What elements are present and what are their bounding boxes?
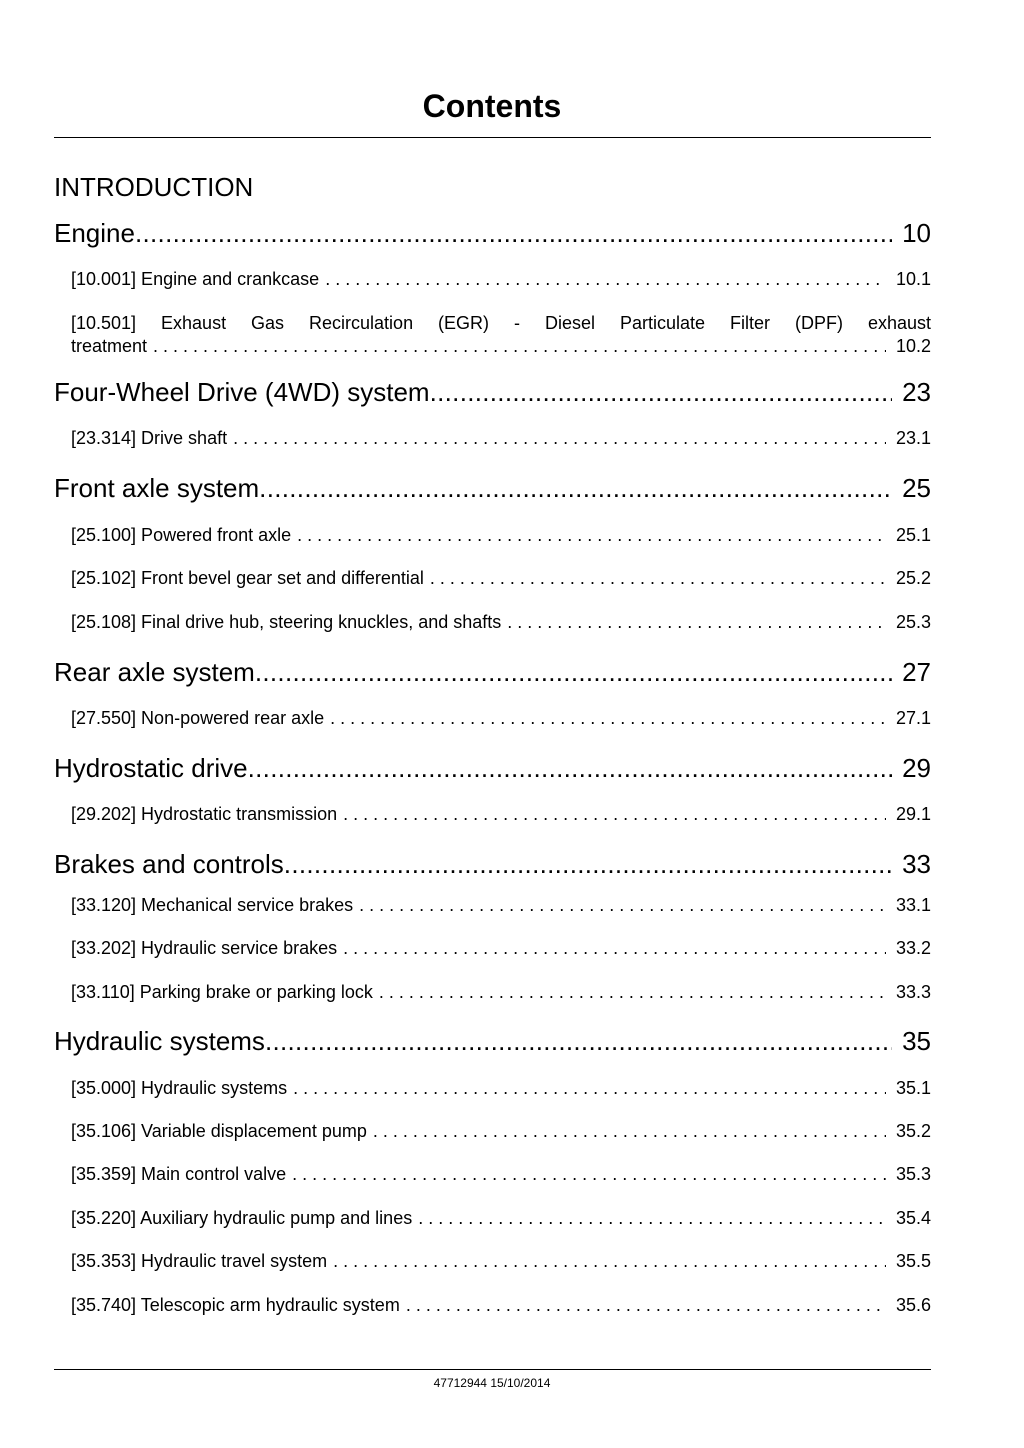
toc-section-hydrostatic-drive[interactable] — [54, 753, 931, 784]
entry-word: Gas — [251, 313, 285, 333]
entry-label: [27.550] Non-powered rear axle — [71, 708, 325, 728]
entry-label: [25.108] Final drive hub, steering knuckles, and shafts — [71, 612, 502, 632]
toc-entry[interactable] — [71, 982, 931, 1003]
toc-section-brakes[interactable] — [54, 849, 931, 880]
dot-leader — [265, 1026, 892, 1057]
entry-label: [25.100] Powered front axle — [71, 525, 292, 545]
dot-leader — [424, 568, 886, 589]
entry-word: (EGR) — [438, 313, 490, 333]
entry-label: [35.000] Hydraulic systems — [71, 1078, 288, 1098]
dot-leader — [286, 1164, 886, 1185]
toc-entry-wrapped[interactable] — [71, 313, 931, 357]
entry-word: Particulate — [619, 313, 706, 333]
toc-entry[interactable] — [71, 612, 931, 633]
toc-section-rear-axle[interactable] — [54, 657, 931, 688]
section-label: Rear axle system — [54, 657, 255, 687]
entry-label: [35.353] Hydraulic travel system — [71, 1251, 328, 1271]
entry-label-line2: treatment — [71, 336, 148, 356]
entry-page: 10.1 — [895, 269, 931, 289]
entry-label: [23.314] Drive shaft — [71, 428, 228, 448]
toc-entry[interactable] — [71, 1121, 931, 1142]
dot-leader — [291, 525, 886, 546]
entry-label: [29.202] Hydrostatic transmission — [71, 804, 338, 824]
entry-label: [33.120] Mechanical service brakes — [71, 895, 354, 915]
dot-leader — [400, 1295, 886, 1316]
entry-word: [10.501] — [71, 313, 137, 333]
entry-page: 35.2 — [895, 1121, 931, 1141]
dot-leader — [337, 804, 886, 825]
section-label: Four-Wheel Drive (4WD) system — [54, 377, 430, 407]
entry-page: 25.1 — [895, 525, 931, 545]
toc-entry[interactable] — [71, 568, 931, 589]
toc-entry[interactable] — [71, 804, 931, 825]
entry-page: 10.2 — [895, 336, 931, 356]
section-label: Engine — [54, 218, 135, 248]
dot-leader — [259, 473, 892, 504]
entry-label: [33.110] Parking brake or parking lock — [71, 982, 373, 1002]
entry-label: [10.001] Engine and crankcase — [71, 269, 320, 289]
entry-page: 23.1 — [895, 428, 931, 448]
toc-entry[interactable] — [71, 708, 931, 729]
entry-page: 29.1 — [895, 804, 931, 824]
section-label: Brakes and controls — [54, 849, 284, 879]
entry-word: exhaust — [867, 313, 931, 333]
entry-label: [35.740] Telescopic arm hydraulic system — [71, 1295, 400, 1315]
entry-word: Recirculation — [309, 313, 414, 333]
section-page: 25 — [902, 473, 931, 503]
toc-entry[interactable] — [71, 1295, 931, 1316]
footer-doc-id-date: 47712944 15/10/2014 — [433, 1376, 551, 1390]
dot-leader — [227, 428, 886, 449]
section-label: Hydrostatic drive — [54, 753, 248, 783]
entry-page: 35.6 — [895, 1295, 931, 1315]
section-page: 27 — [902, 657, 931, 687]
toc-section-front-axle[interactable] — [54, 473, 931, 504]
dot-leader — [248, 753, 892, 784]
toc-entry[interactable] — [71, 1251, 931, 1272]
dot-leader — [430, 377, 892, 408]
toc-entry[interactable] — [71, 938, 931, 959]
entry-label: [33.202] Hydraulic service brakes — [71, 938, 338, 958]
dot-leader — [501, 612, 886, 633]
page-title: Contents — [422, 88, 562, 124]
entry-label: [35.359] Main control valve — [71, 1164, 287, 1184]
dot-leader — [327, 1251, 886, 1272]
entry-label-line1 — [71, 313, 931, 334]
toc-entry[interactable] — [71, 269, 931, 290]
footer-divider — [54, 1369, 931, 1370]
entry-label: [25.102] Front bevel gear set and differential — [71, 568, 424, 588]
dot-leader — [319, 269, 886, 290]
section-label: Front axle system — [54, 473, 260, 503]
header-divider — [54, 137, 931, 138]
dot-leader — [284, 849, 892, 880]
entry-word: (DPF) — [794, 313, 843, 333]
section-page: 10 — [902, 218, 931, 248]
entry-page: 25.2 — [895, 568, 931, 588]
section-page: 29 — [902, 753, 931, 783]
toc-entry[interactable] — [71, 1078, 931, 1099]
entry-page: 35.5 — [895, 1251, 931, 1271]
toc-section-4wd[interactable] — [54, 377, 931, 408]
toc-section-hydraulic-systems[interactable] — [54, 1026, 931, 1057]
entry-page: 33.3 — [895, 982, 931, 1002]
entry-word: Diesel — [544, 313, 596, 333]
dot-leader — [135, 218, 892, 249]
entry-page: 27.1 — [895, 708, 931, 728]
entry-page: 25.3 — [895, 612, 931, 632]
toc-entry[interactable] — [71, 895, 931, 916]
section-page: 23 — [902, 377, 931, 407]
entry-word: - — [514, 313, 521, 333]
section-page: 33 — [902, 849, 931, 879]
dot-leader — [367, 1121, 886, 1142]
toc-entry[interactable] — [71, 1208, 931, 1229]
entry-page: 33.2 — [895, 938, 931, 958]
section-page: 35 — [902, 1026, 931, 1056]
dot-leader — [412, 1208, 886, 1229]
toc-entry[interactable] — [71, 428, 931, 449]
dot-leader — [373, 982, 886, 1003]
introduction-heading: INTRODUCTION — [54, 172, 254, 202]
dot-leader — [287, 1078, 886, 1099]
dot-leader — [353, 895, 886, 916]
entry-word: Filter — [730, 313, 770, 333]
toc-entry[interactable] — [71, 1164, 931, 1185]
entry-label: [35.106] Variable displacement pump — [71, 1121, 367, 1141]
entry-page: 33.1 — [895, 895, 931, 915]
toc-section-engine[interactable] — [54, 218, 931, 249]
dot-leader — [337, 938, 886, 959]
toc-entry[interactable] — [71, 525, 931, 546]
section-label: Hydraulic systems — [54, 1026, 265, 1056]
entry-page: 35.1 — [895, 1078, 931, 1098]
entry-page: 35.4 — [895, 1208, 931, 1228]
dot-leader — [324, 708, 886, 729]
dot-leader — [255, 657, 892, 688]
dot-leader — [147, 336, 886, 357]
entry-label: [35.220] Auxiliary hydraulic pump and lines — [71, 1208, 413, 1228]
entry-word: Exhaust — [161, 313, 227, 333]
entry-page: 35.3 — [895, 1164, 931, 1184]
